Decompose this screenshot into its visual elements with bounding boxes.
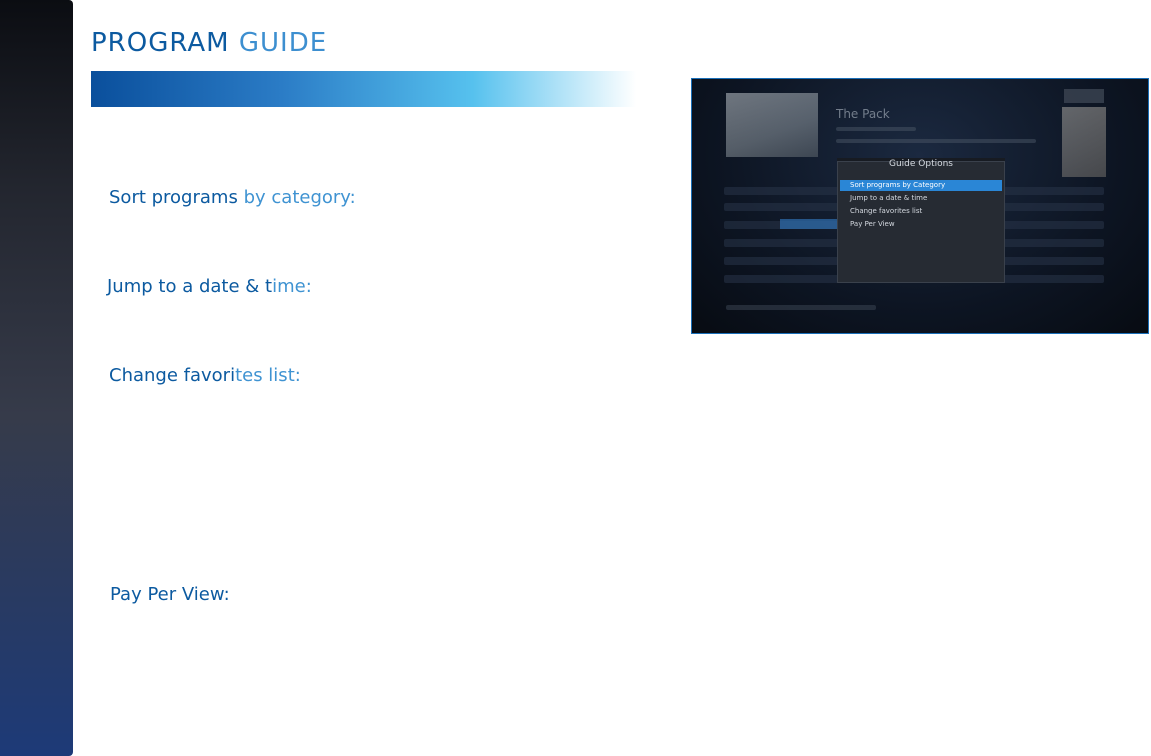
option-sort-part3: category: — [271, 187, 356, 208]
program-thumbnail — [726, 93, 818, 157]
option-favorites-part2: tes list: — [235, 365, 301, 386]
sidebar-strip — [0, 0, 73, 756]
option-jump-part2: ime: — [272, 276, 312, 297]
channel-thumbnail — [1062, 107, 1106, 177]
guide-options-screenshot — [691, 78, 1149, 334]
option-jump-part1: Jump to a date & t — [107, 276, 273, 297]
page-title-part1: PROGRAM — [91, 28, 230, 58]
program-detail-line — [836, 139, 1036, 143]
menu-item-jump[interactable]: Jump to a date & time — [850, 194, 928, 202]
option-jump-date — [107, 278, 312, 296]
guide-options-menu — [837, 161, 1005, 283]
clock-badge — [1064, 89, 1104, 103]
option-favorites-part1: Change favori — [109, 365, 236, 386]
menu-item-sort[interactable]: Sort programs by Category — [840, 180, 1002, 191]
menu-item-favorites[interactable]: Change favorites list — [850, 207, 923, 215]
page-title — [91, 30, 327, 56]
menu-title: Guide Options — [888, 159, 953, 169]
option-sort-part1: Sort programs — [109, 187, 238, 208]
menu-item-ppv[interactable]: Pay Per View — [850, 220, 895, 228]
option-change-favorites — [109, 367, 301, 385]
title-gradient-bar — [91, 71, 636, 107]
option-sort-part2: by — [243, 187, 266, 208]
page-title-part2: GUIDE — [238, 28, 328, 58]
option-sort-programs — [109, 189, 356, 207]
option-pay-per-view: Pay Per View: — [110, 584, 230, 605]
button-hint-bar — [726, 305, 876, 310]
program-detail-line — [836, 127, 916, 131]
guide-row-highlight — [780, 219, 840, 229]
program-title: The Pack — [836, 107, 890, 121]
